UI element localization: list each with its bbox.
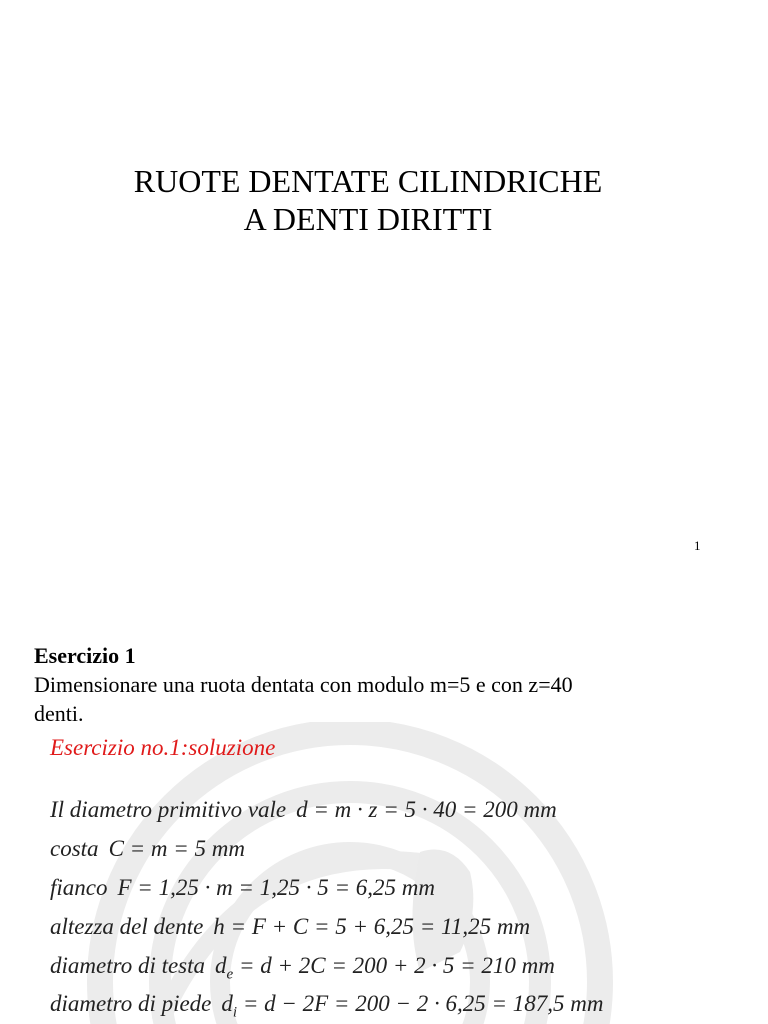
solution-label: fianco — [50, 875, 108, 900]
solution-equation: d = m · z = 5 · 40 = 200 mm — [296, 797, 557, 822]
solution-label: diametro di testa — [50, 953, 206, 978]
page-number: 1 — [694, 538, 701, 553]
slide-title-line-2: A DENTI DIRITTI — [243, 201, 493, 237]
solution-equation: C = m = 5 mm — [108, 836, 246, 861]
equation-subscript: i — [232, 1004, 238, 1021]
solution-label: diametro di piede — [50, 991, 212, 1016]
slide-title-line-1: RUOTE DENTATE CILINDRICHE — [133, 163, 603, 199]
solution-label: Il diametro primitivo vale — [50, 797, 287, 822]
solution-label: altezza del dente — [50, 914, 204, 939]
equation-rest: = d + 2C = 200 + 2 · 5 = 210 mm — [233, 953, 555, 978]
solution-line-fianco — [50, 875, 435, 901]
exercise-heading: Esercizio 1 — [34, 643, 136, 668]
solution-line-costa — [50, 836, 245, 862]
slide-title — [0, 162, 736, 238]
solution-line-tip-diameter — [50, 953, 555, 984]
equation-variable: d — [221, 991, 233, 1016]
exercise-block — [34, 641, 573, 728]
equation-variable: d — [215, 953, 227, 978]
solution-equation — [221, 991, 604, 1021]
equation-subscript: e — [226, 966, 234, 983]
solution-image — [0, 722, 768, 1024]
solution-equation — [215, 953, 555, 983]
exercise-text-line-2: denti. — [34, 701, 84, 726]
exercise-text-line-1: Dimensionare una ruota dentata con modulo m=5 e con z=40 — [34, 672, 573, 697]
solution-label: costa — [50, 836, 99, 861]
equation-rest: = d − 2F = 200 − 2 · 6,25 = 187,5 mm — [237, 991, 604, 1016]
solution-line-root-diameter — [50, 991, 603, 1022]
solution-equation: F = 1,25 · m = 1,25 · 5 = 6,25 mm — [117, 875, 435, 900]
solution-line-primitive-diameter — [50, 797, 557, 823]
solution-line-tooth-height — [50, 914, 530, 940]
solution-title: Esercizio no.1:soluzione — [50, 735, 276, 760]
solution-equation: h = F + C = 5 + 6,25 = 11,25 mm — [213, 914, 531, 939]
